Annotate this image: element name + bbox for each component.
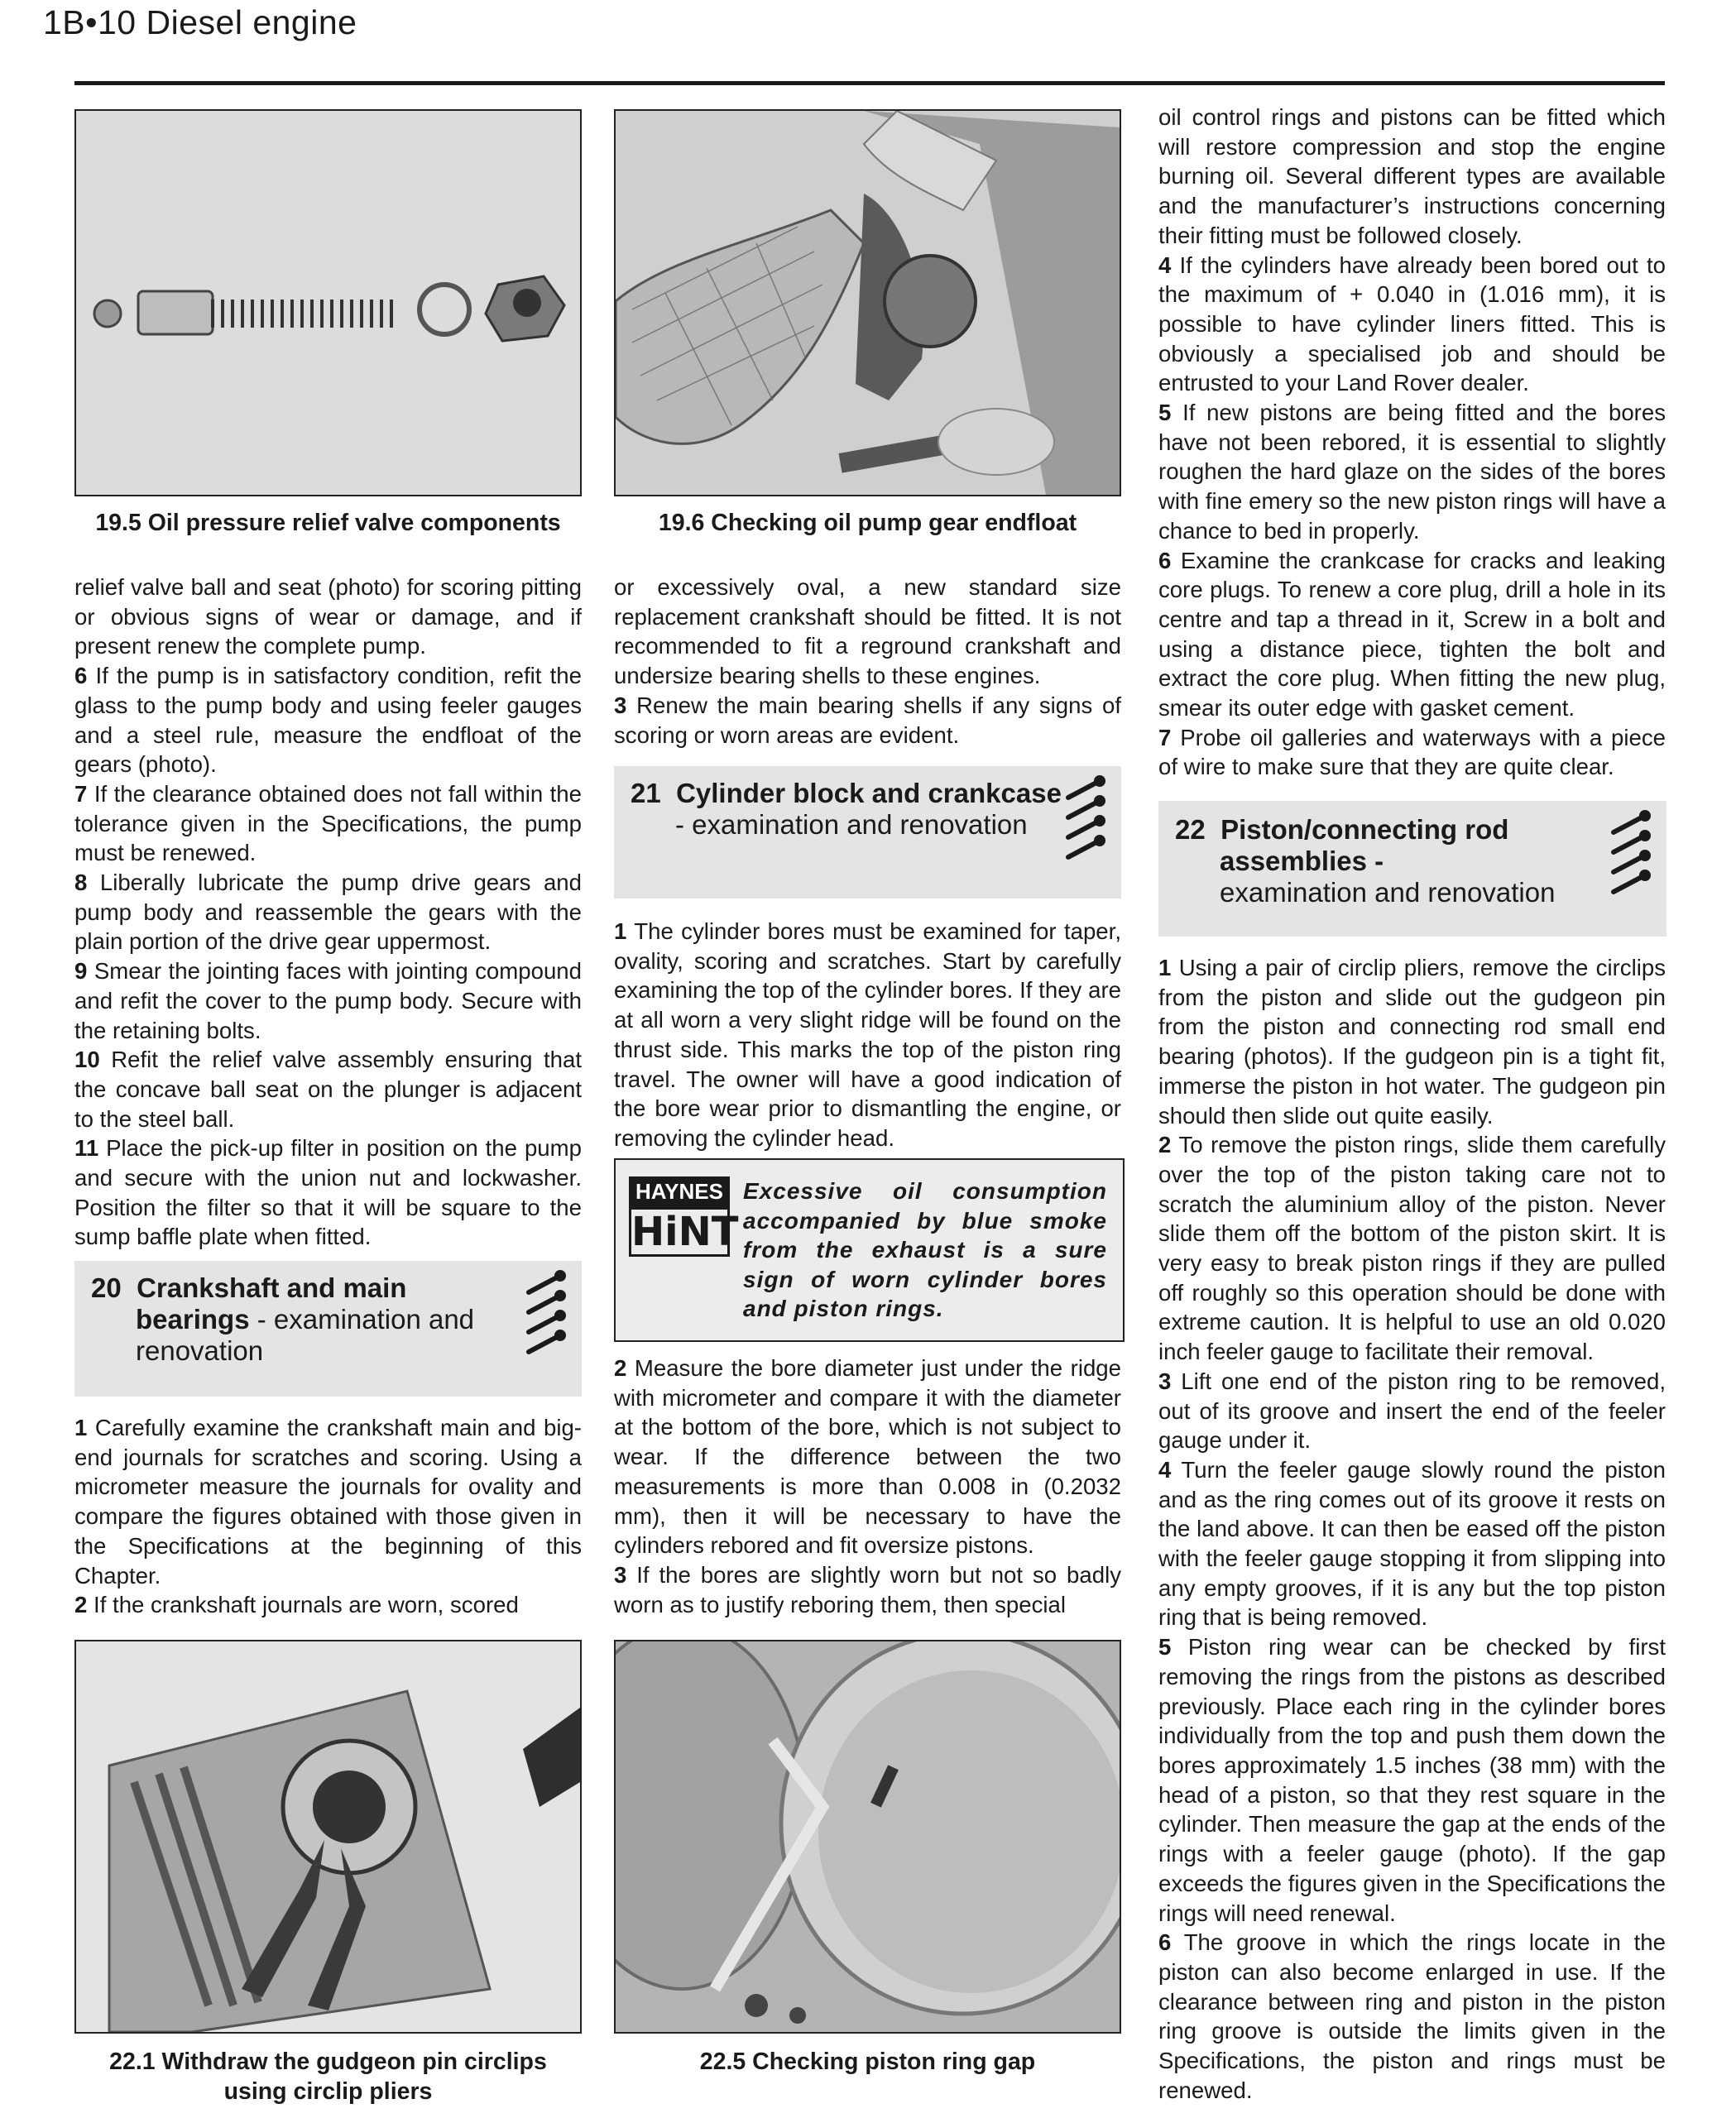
paragraph-3 <box>614 691 1121 750</box>
paragraph-number: 5 <box>1158 1634 1172 1660</box>
photo-relief-valve <box>74 109 582 496</box>
paragraph-text: The groove in which the rings locate in the piston can also become enlarged in use. If the clearance between ring and piston in the piston ring groove is outside the limits given in the Specifications, the piston and rings must be renewed. <box>1158 1929 1666 2103</box>
paragraph-continuation: relief valve ball and seat (photo) for scoring pitting or obvious signs of wear or damage, and if present renew the complete pump. <box>74 574 582 659</box>
column-2-text <box>614 573 1121 750</box>
paragraph-text: If the bores are slightly worn but not so badly worn as to justify reboring them, then special <box>614 1561 1121 1617</box>
difficulty-wrench-icon <box>522 1269 572 1368</box>
paragraph-text: Refit the relief valve assembly ensuring that the concave ball seat on the plunger is adjacent to the steel ball. <box>74 1047 582 1132</box>
paragraph-7 <box>74 779 582 868</box>
paragraph-4 <box>1158 1455 1666 1632</box>
paragraph-3 <box>1158 1367 1666 1455</box>
caption-line: using circlip pliers <box>223 2078 433 2105</box>
section-title-rest: - examination and renovation <box>675 809 1028 840</box>
paragraph-2 <box>1158 1130 1666 1367</box>
haynes-hint-box <box>614 1158 1125 1342</box>
paragraph-10 <box>74 1045 582 1133</box>
paragraph-number: 2 <box>614 1355 627 1381</box>
paragraph-number: 2 <box>1158 1132 1172 1158</box>
paragraph-2 <box>74 1590 582 1620</box>
section-heading-21 <box>614 766 1121 898</box>
logo-bottom-text: HiNT <box>629 1207 730 1257</box>
photo-oil-pump-endfloat <box>614 109 1121 496</box>
column-1-lower-text <box>74 1413 582 1620</box>
section-number: 20 <box>91 1272 122 1303</box>
paragraph-text: To remove the piston rings, slide them carefully over the top of the piston taking care not to scratch the aluminium alloy of the piston. Never slide them off the bottom of the piston skirt. It is very easy to break piston rings if they are pulled off roughly so this operation should be done with extreme caution. It is helpful to use an old 0.020 inch feeler gauge to facilitate their removal. <box>1158 1132 1666 1365</box>
photo-gudgeon-pin-circlips <box>74 1640 582 2034</box>
section-title-bold: Piston/connecting rod <box>1220 814 1509 845</box>
paragraph-5 <box>1158 398 1666 546</box>
section-title-rest: examination and renovation <box>1220 877 1556 908</box>
paragraph-number: 1 <box>1158 955 1172 980</box>
hint-text: Excessive oil consumption accompanied by blue smoke from the exhaust is a sure sign of worn cylinder bores and piston rings. <box>743 1178 1107 1321</box>
paragraph-text: If the pump is in satisfactory condition, refit the glass to the pump body and using feeler gauges and a steel rule, measure the endfloat of the gears (photo). <box>74 663 582 778</box>
paragraph-5 <box>1158 1632 1666 1928</box>
paragraph-continuation: or excessively oval, a new standard size replacement crankshaft should be fitted. It is not recommended to fit a reground crankshaft and undersize bearing shells to these engines. <box>614 574 1121 689</box>
section-title-bold: Cylinder block and crankcase <box>676 778 1062 808</box>
paragraph-1 <box>74 1413 582 1590</box>
paragraph-text: Place the pick-up filter in position on the pump and secure with the union nut and lockwasher. Position the filter so that it will be square to the sump baffle plate when fitted. <box>74 1135 582 1250</box>
header-rule <box>74 81 1665 85</box>
paragraph-number: 11 <box>74 1135 99 1162</box>
paragraph-text: Liberally lubricate the pump drive gears and pump body and reassemble the gears with the plain portion of the drive gear uppermost. <box>74 870 582 955</box>
logo-top-text: HAYNES <box>629 1176 730 1207</box>
section-number: 21 <box>631 778 661 808</box>
paragraph-text: Using a pair of circlip pliers, remove the circlips from the piston and slide out the gudgeon pin from the piston and connecting rod small end bearing (photos). If the gudgeon pin is a tight fit, immerse the piston in hot water. The gudgeon pin should then slide out quite easily. <box>1158 955 1666 1128</box>
paragraph-text: Examine the crankcase for cracks and leaking core plugs. To renew a core plug, drill a hole in its centre and tap a thread in it, Screw in a bolt and using a distance piece, tighten the bolt and extract the core plug. When fitting the new plug, smear its outer edge with gasket cement. <box>1158 547 1666 721</box>
section-title <box>1175 814 1555 908</box>
paragraph-number: 8 <box>74 870 88 896</box>
caption-22-1 <box>74 2047 582 2106</box>
paragraph-text: If new pistons are being fitted and the bores have not been rebored, it is essential to slightly roughen the hard glaze on the sides of the bores with fine emery so the new piston rings will have a chance to bed in properly. <box>1158 400 1666 544</box>
paragraph-number: 3 <box>614 1561 627 1588</box>
caption-22-5: 22.5 Checking piston ring gap <box>699 2049 1036 2075</box>
column-3-lower-text <box>1158 953 1666 2105</box>
paragraph-number: 10 <box>74 1047 100 1073</box>
paragraph-6 <box>74 661 582 779</box>
paragraph-1 <box>1158 953 1666 1130</box>
section-heading-22 <box>1158 801 1666 937</box>
paragraph-number: 1 <box>614 918 627 944</box>
paragraph-text: If the clearance obtained does not fall within the tolerance given in the Specifications, the pump must be renewed. <box>74 780 582 866</box>
caption-19-5: 19.5 Oil pressure relief valve components <box>95 510 561 536</box>
paragraph-1 <box>614 917 1121 1153</box>
section-title-rest: renovation <box>136 1335 264 1366</box>
section-title-bold: Crankshaft and main <box>137 1272 407 1303</box>
caption-19-6: 19.6 Checking oil pump gear endfloat <box>658 510 1077 536</box>
paragraph-number: 3 <box>1158 1368 1172 1394</box>
section-title <box>91 1272 474 1367</box>
paragraph-number: 3 <box>614 692 627 718</box>
section-title-rest: - <box>1366 846 1384 876</box>
section-title-bold: bearings <box>136 1304 250 1335</box>
paragraph-text: Renew the main bearing shells if any signs of scoring or worn areas are evident. <box>614 692 1121 748</box>
paragraph-text: If the cylinders have already been bored out to the maximum of + 0.040 in (1.016 mm), it is possible to have cylinder liners fitted. This is obviously a specialised job and should be entrusted to your Land Rover dealer. <box>1158 252 1666 396</box>
paragraph-text: Probe oil galleries and waterways with a piece of wire to make sure that they are quite clear. <box>1158 724 1666 780</box>
paragraph-6 <box>1158 1928 1666 2105</box>
paragraph-7 <box>1158 723 1666 782</box>
paragraph-4 <box>1158 251 1666 399</box>
paragraph-number: 6 <box>74 663 88 689</box>
paragraph-text: Measure the bore diameter just under the ridge with micrometer and compare it with the diameter at the bottom of the bore, which is not subject to wear. If the difference between the two measurements is more than 0.008 in (0.2032 mm), then it will be necessary to have the cylinders rebored and fit oversize pistons. <box>614 1355 1121 1559</box>
difficulty-wrench-icon <box>1062 774 1111 874</box>
paragraph-number: 7 <box>74 780 88 807</box>
paragraph-number: 2 <box>74 1592 88 1618</box>
column-1-text <box>74 573 582 1252</box>
paragraph-6 <box>1158 546 1666 723</box>
section-title-rest: - examination and <box>249 1304 475 1335</box>
haynes-hint-logo <box>629 1176 739 1257</box>
paragraph-9 <box>74 956 582 1045</box>
paragraph-number: 5 <box>1158 400 1172 426</box>
paragraph-2 <box>614 1354 1121 1560</box>
difficulty-wrench-icon <box>1607 809 1657 908</box>
column-2-middle-text <box>614 917 1121 1153</box>
paragraph-number: 4 <box>1158 252 1172 278</box>
paragraph-number: 6 <box>1158 547 1172 573</box>
page-header: 1B•10 Diesel engine <box>43 3 357 41</box>
paragraph-text: Lift one end of the piston ring to be removed, out of its groove and insert the end of the feeler gauge under it. <box>1158 1368 1666 1454</box>
paragraph-number: 1 <box>74 1415 88 1440</box>
paragraph-text: Smear the jointing faces with jointing compound and refit the cover to the pump body. Secure with the retaining bolts. <box>74 958 582 1043</box>
paragraph-number: 4 <box>1158 1456 1172 1483</box>
section-heading-20 <box>74 1261 582 1397</box>
paragraph-11 <box>74 1133 582 1252</box>
paragraph-text: Turn the feeler gauge slowly round the piston and as the ring comes out of its groove it rests on the land above. It can then be eased off the piston with the feeler gauge stopping it from slipping into any empty grooves, if it is any but the top piston ring that is being removed. <box>1158 1456 1666 1631</box>
paragraph-text: The cylinder bores must be examined for taper, ovality, scoring and scratches. Start by carefully examining the top of the cylinder bores. If they are at all worn a very slight ridge will be found on the thrust side. This marks the top of the piston ring travel. The owner will have a good indication of the bore wear prior to dismantling the engine, or removing the cylinder head. <box>614 918 1121 1151</box>
column-2-lower-text <box>614 1354 1121 1619</box>
column-3-text <box>1158 103 1666 782</box>
section-title-bold: assemblies <box>1220 846 1367 876</box>
section-number: 22 <box>1175 814 1206 845</box>
paragraph-8 <box>74 868 582 956</box>
paragraph-continuation: oil control rings and pistons can be fitted which will restore compression and stop the engine burning oil. Several different types are available and the manufacturer’s instructions concerning their fitting must be followed closely. <box>1158 104 1666 248</box>
section-title <box>631 778 1062 841</box>
paragraph-number: 6 <box>1158 1929 1172 1956</box>
paragraph-text: Piston ring wear can be checked by first removing the rings from the pistons as described previously. Place each ring in the cylinder bores individually from the top and push them down the bores approximately 1.5 inches (38 mm) with the head of a piston, so that they rest square in the cylinder. Then measure the gap at the ends of the rings with a feeler gauge (photo). If the gap exceeds the figures given in the Specifications the rings will need renewal. <box>1158 1634 1666 1926</box>
paragraph-text: If the crankshaft journals are worn, scored <box>94 1592 519 1618</box>
caption-line: 22.1 Withdraw the gudgeon pin circlips <box>109 2049 547 2075</box>
paragraph-number: 7 <box>1158 724 1172 750</box>
paragraph-text: Carefully examine the crankshaft main and big-end journals for scratches and scoring. Using a micrometer measure the journals for ovality and compare the figures obtained with those given in the Specifications at the beginning of this Chapter. <box>74 1415 582 1588</box>
paragraph-3 <box>614 1560 1121 1619</box>
paragraph-number: 9 <box>74 958 88 985</box>
photo-piston-ring-gap <box>614 1640 1121 2034</box>
